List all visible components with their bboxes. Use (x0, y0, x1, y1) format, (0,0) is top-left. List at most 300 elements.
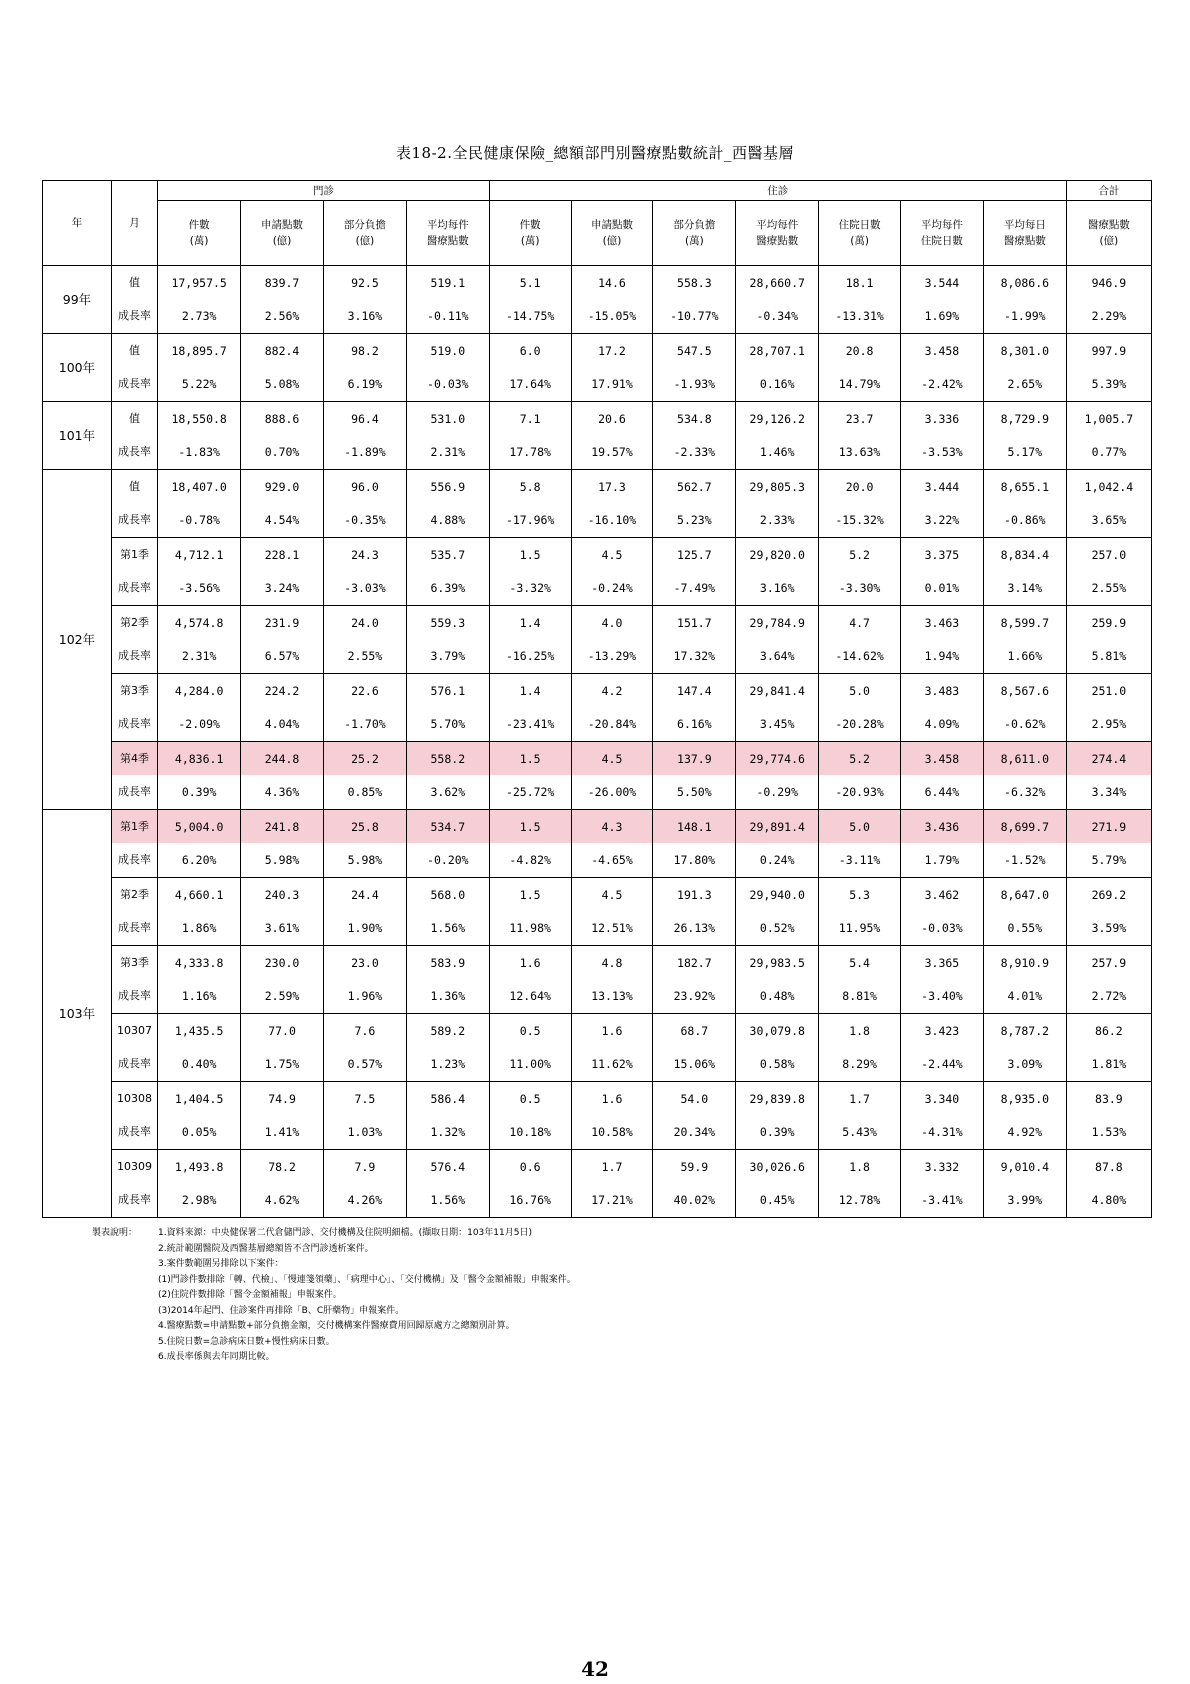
data-cell: 4.0 (571, 606, 653, 640)
data-cell: 1,005.7 (1066, 402, 1151, 436)
data-cell: 3.22% (900, 503, 983, 538)
data-cell: 0.57% (323, 1047, 406, 1082)
data-cell: 519.0 (406, 334, 489, 368)
data-cell: 534.7 (406, 810, 489, 844)
data-cell: 11.62% (571, 1047, 653, 1082)
data-cell: 3.62% (406, 775, 489, 810)
data-cell: 77.0 (241, 1014, 324, 1048)
row-label: 成長率 (111, 1115, 157, 1150)
data-cell: 3.340 (900, 1082, 983, 1116)
data-cell: 25.2 (323, 742, 406, 776)
data-cell: -1.83% (158, 435, 241, 470)
column-header-line: (萬) (189, 235, 209, 247)
data-cell: 5.98% (241, 843, 324, 878)
data-cell: 231.9 (241, 606, 324, 640)
data-cell: 3.16% (736, 571, 819, 606)
table-row (43, 1014, 1152, 1048)
data-cell: 4.26% (323, 1183, 406, 1218)
table-row (43, 810, 1152, 844)
data-cell: 1.86% (158, 911, 241, 946)
data-cell: 1.7 (819, 1082, 901, 1116)
data-cell: 96.4 (323, 402, 406, 436)
data-cell: -0.11% (406, 299, 489, 334)
data-cell: 10.58% (571, 1115, 653, 1150)
data-cell: 68.7 (653, 1014, 736, 1048)
data-cell: 230.0 (241, 946, 324, 980)
data-cell: 5.70% (406, 707, 489, 742)
page-number: 42 (581, 1657, 609, 1681)
data-cell: 2.31% (158, 639, 241, 674)
data-cell: -3.03% (323, 571, 406, 606)
data-cell: 3.544 (900, 266, 983, 300)
data-cell: 259.9 (1066, 606, 1151, 640)
data-cell: 562.7 (653, 470, 736, 504)
column-header-line: (萬) (684, 235, 704, 247)
data-cell: 6.19% (323, 367, 406, 402)
data-cell: 5.2 (819, 538, 901, 572)
data-cell: 182.7 (653, 946, 736, 980)
data-cell: 228.1 (241, 538, 324, 572)
data-cell: 576.4 (406, 1150, 489, 1184)
row-label: 成長率 (111, 1183, 157, 1218)
data-cell: 28,707.1 (736, 334, 819, 368)
data-cell: 78.2 (241, 1150, 324, 1184)
data-cell: 2.59% (241, 979, 324, 1014)
table-row (43, 1047, 1152, 1082)
data-cell: 8,935.0 (983, 1082, 1066, 1116)
year-header: 年 (43, 181, 112, 266)
data-cell: 7.1 (489, 402, 571, 436)
data-cell: 1.6 (489, 946, 571, 980)
data-cell: 1.53% (1066, 1115, 1151, 1150)
data-cell: 6.57% (241, 639, 324, 674)
data-cell: 1.56% (406, 1183, 489, 1218)
data-cell: 14.6 (571, 266, 653, 300)
data-cell: 5.4 (819, 946, 901, 980)
data-cell: 257.9 (1066, 946, 1151, 980)
row-label: 成長率 (111, 979, 157, 1014)
column-header-line: 件數 (519, 219, 541, 231)
data-cell: 26.13% (653, 911, 736, 946)
data-cell: 3.79% (406, 639, 489, 674)
data-cell: 1,042.4 (1066, 470, 1151, 504)
data-cell: 888.6 (241, 402, 324, 436)
data-cell: 5.8 (489, 470, 571, 504)
data-cell: 18.1 (819, 266, 901, 300)
outpatient-header: 門診 (158, 181, 490, 201)
column-header (323, 201, 406, 266)
data-cell: 558.3 (653, 266, 736, 300)
data-cell: 147.4 (653, 674, 736, 708)
data-cell: -17.96% (489, 503, 571, 538)
data-cell: 4.62% (241, 1183, 324, 1218)
data-cell: 271.9 (1066, 810, 1151, 844)
table-row (43, 470, 1152, 504)
data-cell: 18,550.8 (158, 402, 241, 436)
data-cell: 29,983.5 (736, 946, 819, 980)
data-cell: 16.76% (489, 1183, 571, 1218)
data-cell: -14.75% (489, 299, 571, 334)
data-cell: 54.0 (653, 1082, 736, 1116)
table-row (43, 639, 1152, 674)
data-cell: 1.66% (983, 639, 1066, 674)
data-cell: 1.79% (900, 843, 983, 878)
data-cell: 547.5 (653, 334, 736, 368)
data-cell: 5.3 (819, 878, 901, 912)
data-cell: 4.5 (571, 878, 653, 912)
row-label: 成長率 (111, 843, 157, 878)
data-cell: 2.95% (1066, 707, 1151, 742)
row-label: 成長率 (111, 911, 157, 946)
column-header-line: 醫療點數 (756, 235, 799, 247)
data-cell: 1.5 (489, 878, 571, 912)
data-cell: -1.89% (323, 435, 406, 470)
row-label: 10307 (111, 1014, 157, 1048)
data-cell: 3.336 (900, 402, 983, 436)
data-cell: 4,836.1 (158, 742, 241, 776)
data-cell: -6.32% (983, 775, 1066, 810)
data-cell: 2.56% (241, 299, 324, 334)
row-label: 值 (111, 402, 157, 436)
column-header-line: (億) (1099, 235, 1119, 247)
table-row (43, 707, 1152, 742)
data-cell: 8,787.2 (983, 1014, 1066, 1048)
data-cell: 8,910.9 (983, 946, 1066, 980)
data-cell: -1.99% (983, 299, 1066, 334)
data-cell: 4.5 (571, 742, 653, 776)
data-cell: 3.365 (900, 946, 983, 980)
row-label: 成長率 (111, 707, 157, 742)
data-cell: 4.01% (983, 979, 1066, 1014)
data-cell: -3.53% (900, 435, 983, 470)
data-cell: 3.34% (1066, 775, 1151, 810)
data-cell: 4,712.1 (158, 538, 241, 572)
data-cell: 29,841.4 (736, 674, 819, 708)
data-cell: 576.1 (406, 674, 489, 708)
column-header-line: 平均每日 (1003, 219, 1046, 231)
column-header (736, 201, 819, 266)
data-cell: 137.9 (653, 742, 736, 776)
data-cell: 17.91% (571, 367, 653, 402)
data-cell: 7.9 (323, 1150, 406, 1184)
data-cell: 4,574.8 (158, 606, 241, 640)
data-cell: 191.3 (653, 878, 736, 912)
data-cell: -0.29% (736, 775, 819, 810)
note-line: 2.統計範圍醫院及西醫基層總額皆不含門診透析案件。 (158, 1243, 374, 1254)
data-cell: 92.5 (323, 266, 406, 300)
data-cell: 0.5 (489, 1014, 571, 1048)
data-cell: 86.2 (1066, 1014, 1151, 1048)
data-cell: 23.7 (819, 402, 901, 436)
data-cell: 1.46% (736, 435, 819, 470)
table-row (43, 606, 1152, 640)
data-cell: 12.64% (489, 979, 571, 1014)
data-cell: 0.77% (1066, 435, 1151, 470)
year-cell: 101年 (43, 402, 112, 470)
data-cell: 0.5 (489, 1082, 571, 1116)
data-cell: 2.31% (406, 435, 489, 470)
data-cell: 1.6 (571, 1014, 653, 1048)
data-cell: 269.2 (1066, 878, 1151, 912)
table-row (43, 946, 1152, 980)
data-cell: 9,010.4 (983, 1150, 1066, 1184)
table-row (43, 1115, 1152, 1150)
data-cell: 3.375 (900, 538, 983, 572)
data-cell: 241.8 (241, 810, 324, 844)
column-header (241, 201, 324, 266)
data-cell: 83.9 (1066, 1082, 1151, 1116)
data-cell: -0.35% (323, 503, 406, 538)
month-header: 月 (111, 181, 157, 266)
data-cell: 3.332 (900, 1150, 983, 1184)
data-cell: 0.48% (736, 979, 819, 1014)
data-cell: 1.4 (489, 606, 571, 640)
data-cell: 1.81% (1066, 1047, 1151, 1082)
row-label: 值 (111, 334, 157, 368)
data-cell: 8,647.0 (983, 878, 1066, 912)
data-cell: 4.36% (241, 775, 324, 810)
data-cell: 0.05% (158, 1115, 241, 1150)
data-cell: -20.28% (819, 707, 901, 742)
table-row (43, 979, 1152, 1014)
row-label: 成長率 (111, 503, 157, 538)
table-row (43, 878, 1152, 912)
data-cell: 1,404.5 (158, 1082, 241, 1116)
data-cell: 125.7 (653, 538, 736, 572)
data-cell: 240.3 (241, 878, 324, 912)
data-cell: 14.79% (819, 367, 901, 402)
data-cell: 3.09% (983, 1047, 1066, 1082)
data-cell: 4.04% (241, 707, 324, 742)
data-cell: -0.03% (900, 911, 983, 946)
data-cell: 3.463 (900, 606, 983, 640)
data-cell: 2.65% (983, 367, 1066, 402)
data-cell: 29,940.0 (736, 878, 819, 912)
table-row (43, 538, 1152, 572)
data-cell: 558.2 (406, 742, 489, 776)
column-header-line: 醫療點數 (1087, 219, 1130, 231)
data-cell: 11.95% (819, 911, 901, 946)
column-header-line: 部分負擔 (343, 219, 386, 231)
data-cell: 5.98% (323, 843, 406, 878)
data-cell: -3.32% (489, 571, 571, 606)
data-cell: 17.21% (571, 1183, 653, 1218)
data-cell: 0.58% (736, 1047, 819, 1082)
data-cell: 2.98% (158, 1183, 241, 1218)
table-row (43, 571, 1152, 606)
data-cell: 1.41% (241, 1115, 324, 1150)
data-cell: 519.1 (406, 266, 489, 300)
data-cell: 40.02% (653, 1183, 736, 1218)
data-cell: 4.54% (241, 503, 324, 538)
row-label: 10308 (111, 1082, 157, 1116)
data-cell: 1.96% (323, 979, 406, 1014)
data-cell: 5.79% (1066, 843, 1151, 878)
row-label: 第4季 (111, 742, 157, 776)
data-cell: 1.4 (489, 674, 571, 708)
data-cell: 0.24% (736, 843, 819, 878)
data-cell: 20.8 (819, 334, 901, 368)
page-title: 表18-2.全民健康保險_總額部門別醫療點數統計_西醫基層 (396, 144, 794, 162)
data-cell: -20.84% (571, 707, 653, 742)
data-cell: -2.42% (900, 367, 983, 402)
data-cell: 8,699.7 (983, 810, 1066, 844)
table-row (43, 1082, 1152, 1116)
data-cell: -7.49% (653, 571, 736, 606)
row-label: 成長率 (111, 435, 157, 470)
data-cell: 534.8 (653, 402, 736, 436)
data-cell: 20.34% (653, 1115, 736, 1150)
data-cell: 5.81% (1066, 639, 1151, 674)
data-cell: 11.00% (489, 1047, 571, 1082)
data-cell: 1.6 (571, 1082, 653, 1116)
data-cell: 17.3 (571, 470, 653, 504)
data-cell: 1.32% (406, 1115, 489, 1150)
data-cell: 244.8 (241, 742, 324, 776)
data-cell: -3.40% (900, 979, 983, 1014)
data-cell: 3.99% (983, 1183, 1066, 1218)
data-cell: 2.33% (736, 503, 819, 538)
row-label: 10309 (111, 1150, 157, 1184)
data-cell: -3.11% (819, 843, 901, 878)
data-cell: 17.32% (653, 639, 736, 674)
row-label: 值 (111, 266, 157, 300)
data-cell: 29,774.6 (736, 742, 819, 776)
data-cell: 59.9 (653, 1150, 736, 1184)
data-cell: 251.0 (1066, 674, 1151, 708)
data-cell: 18,895.7 (158, 334, 241, 368)
data-cell: 8,655.1 (983, 470, 1066, 504)
data-cell: 4.5 (571, 538, 653, 572)
data-cell: 29,839.8 (736, 1082, 819, 1116)
data-cell: 6.44% (900, 775, 983, 810)
data-cell: 5.50% (653, 775, 736, 810)
column-header-line: 醫療點數 (1003, 235, 1046, 247)
data-cell: 3.444 (900, 470, 983, 504)
data-cell: 8.81% (819, 979, 901, 1014)
data-cell: -23.41% (489, 707, 571, 742)
data-cell: 929.0 (241, 470, 324, 504)
data-cell: 3.483 (900, 674, 983, 708)
data-cell: 6.39% (406, 571, 489, 606)
note-line: (3)2014年起門、住診案件再排除「B、C肝藥物」申報案件。 (158, 1305, 405, 1316)
data-cell: 5.0 (819, 674, 901, 708)
data-cell: 997.9 (1066, 334, 1151, 368)
data-cell: 8,599.7 (983, 606, 1066, 640)
column-header-line: 住院日數 (920, 235, 963, 247)
year-cell: 99年 (43, 266, 112, 334)
data-cell: 19.57% (571, 435, 653, 470)
data-cell: 535.7 (406, 538, 489, 572)
row-label: 第3季 (111, 674, 157, 708)
data-cell: 3.65% (1066, 503, 1151, 538)
column-header-line: 平均每件 (756, 219, 799, 231)
data-cell: 1.8 (819, 1014, 901, 1048)
table-row (43, 503, 1152, 538)
data-cell: 4.09% (900, 707, 983, 742)
data-cell: 29,820.0 (736, 538, 819, 572)
data-cell: 6.20% (158, 843, 241, 878)
data-cell: 3.458 (900, 742, 983, 776)
data-cell: 568.0 (406, 878, 489, 912)
data-cell: 5.0 (819, 810, 901, 844)
data-cell: 28,660.7 (736, 266, 819, 300)
data-cell: 4.8 (571, 946, 653, 980)
row-label: 成長率 (111, 639, 157, 674)
data-cell: -0.62% (983, 707, 1066, 742)
data-cell: -15.32% (819, 503, 901, 538)
data-cell: -20.93% (819, 775, 901, 810)
year-cell: 100年 (43, 334, 112, 402)
data-cell: 6.0 (489, 334, 571, 368)
data-cell: 20.0 (819, 470, 901, 504)
data-cell: -16.25% (489, 639, 571, 674)
data-cell: 0.39% (158, 775, 241, 810)
data-cell: 3.423 (900, 1014, 983, 1048)
table-row (43, 1150, 1152, 1184)
table-row (43, 334, 1152, 368)
column-header-line: (億) (272, 235, 292, 247)
data-cell: 1.94% (900, 639, 983, 674)
year-cell: 103年 (43, 810, 112, 1218)
column-header-line: 醫療點數 (426, 235, 469, 247)
data-cell: 3.16% (323, 299, 406, 334)
data-cell: -26.00% (571, 775, 653, 810)
data-cell: 7.6 (323, 1014, 406, 1048)
data-cell: 30,026.6 (736, 1150, 819, 1184)
data-cell: 12.51% (571, 911, 653, 946)
table-row (43, 674, 1152, 708)
data-cell: 589.2 (406, 1014, 489, 1048)
data-cell: 17.78% (489, 435, 571, 470)
data-cell: -2.09% (158, 707, 241, 742)
data-cell: 6.16% (653, 707, 736, 742)
notes (92, 1226, 576, 1366)
data-cell: 23.0 (323, 946, 406, 980)
data-cell: 17.2 (571, 334, 653, 368)
data-cell: 2.55% (323, 639, 406, 674)
column-header-line: 部分負擔 (673, 219, 716, 231)
data-cell: 5,004.0 (158, 810, 241, 844)
row-label: 第1季 (111, 810, 157, 844)
column-header-line: 住院日數 (838, 219, 881, 231)
data-cell: 1.56% (406, 911, 489, 946)
data-cell: 3.45% (736, 707, 819, 742)
data-cell: -2.44% (900, 1047, 983, 1082)
data-cell: -16.10% (571, 503, 653, 538)
data-cell: -0.78% (158, 503, 241, 538)
table-row (43, 266, 1152, 300)
column-header (819, 201, 901, 266)
data-cell: 29,126.2 (736, 402, 819, 436)
column-header-line: (億) (602, 235, 622, 247)
data-cell: 24.3 (323, 538, 406, 572)
data-cell: 7.5 (323, 1082, 406, 1116)
data-cell: 946.9 (1066, 266, 1151, 300)
data-cell: 5.23% (653, 503, 736, 538)
data-cell: 5.22% (158, 367, 241, 402)
data-cell: -4.65% (571, 843, 653, 878)
data-cell: 4.7 (819, 606, 901, 640)
data-cell: 1.5 (489, 742, 571, 776)
data-cell: 15.06% (653, 1047, 736, 1082)
column-header (900, 201, 983, 266)
column-header (489, 201, 571, 266)
column-header (653, 201, 736, 266)
column-header-line: 申請點數 (261, 219, 304, 231)
data-cell: -15.05% (571, 299, 653, 334)
data-cell: 8,567.6 (983, 674, 1066, 708)
